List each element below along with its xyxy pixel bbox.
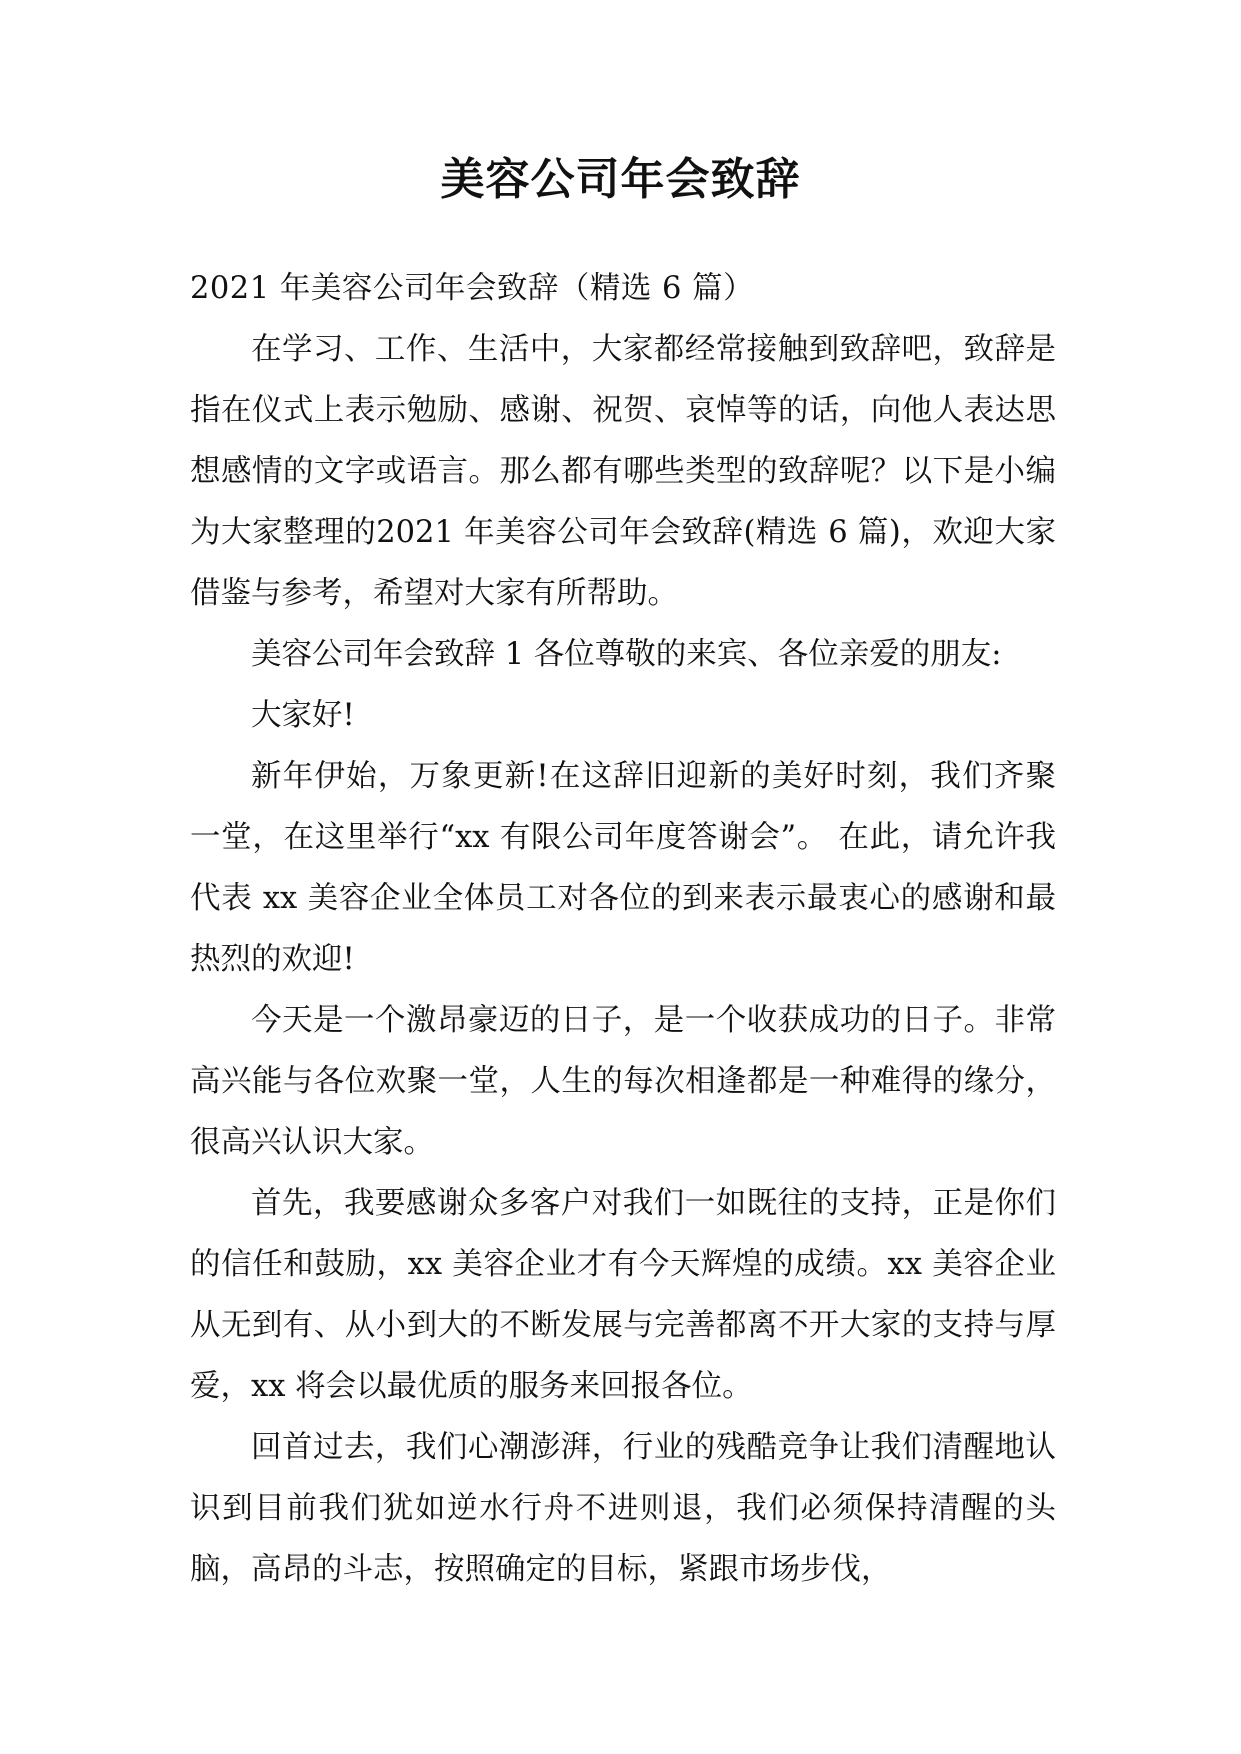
document-body (190, 258, 1056, 1600)
document-subtitle: 2021 年美容公司年会致辞（精选 6 篇） (190, 271, 755, 306)
paragraph-today: 今天是一个激昂豪迈的日子，是一个收获成功的日子。非常高兴能与各位欢聚一堂，人生的每次相逢都是一种难得的缘分，很高兴认识大家。 (190, 1003, 1056, 1160)
paragraph-thanks: 首先，我要感谢众多客户对我们一如既往的支持，正是你们的信任和鼓励，xx 美容企业才有今天辉煌的成绩。xx 美容企业从无到有、从小到大的不断发展与完善都离不开大家的支持与厚爱，xx 将会以最优质的服务来回报各位。 (190, 1186, 1056, 1404)
paragraph-review: 回首过去，我们心潮澎湃，行业的残酷竞争让我们清醒地认识到目前我们犹如逆水行舟不进则退，我们必须保持清醒的头脑，高昂的斗志，按照确定的目标，紧跟市场步伐， (190, 1430, 1056, 1587)
paragraph-intro: 在学习、工作、生活中，大家都经常接触到致辞吧，致辞是指在仪式上表示勉励、感谢、祝贺、哀悼等的话，向他人表达思想感情的文字或语言。那么都有哪些类型的致辞呢？以下是小编为大家整理的2021 年美容公司年会致辞(精选 6 篇)，欢迎大家借鉴与参考，希望对大家有所帮助。 (190, 332, 1056, 611)
paragraph-new-year: 新年伊始，万象更新!在这辞旧迎新的美好时刻，我们齐聚一堂，在这里举行“xx 有限公司年度答谢会”。 在此，请允许我代表 xx 美容企业全体员工对各位的到来表示最衷心的感谢和最热烈的欢迎! (190, 759, 1056, 977)
paragraph-greeting: 大家好! (251, 698, 355, 733)
document-title: 美容公司年会致辞 (440, 154, 801, 205)
paragraph-speech-heading: 美容公司年会致辞 1 各位尊敬的来宾、各位亲爱的朋友: (251, 637, 1002, 672)
